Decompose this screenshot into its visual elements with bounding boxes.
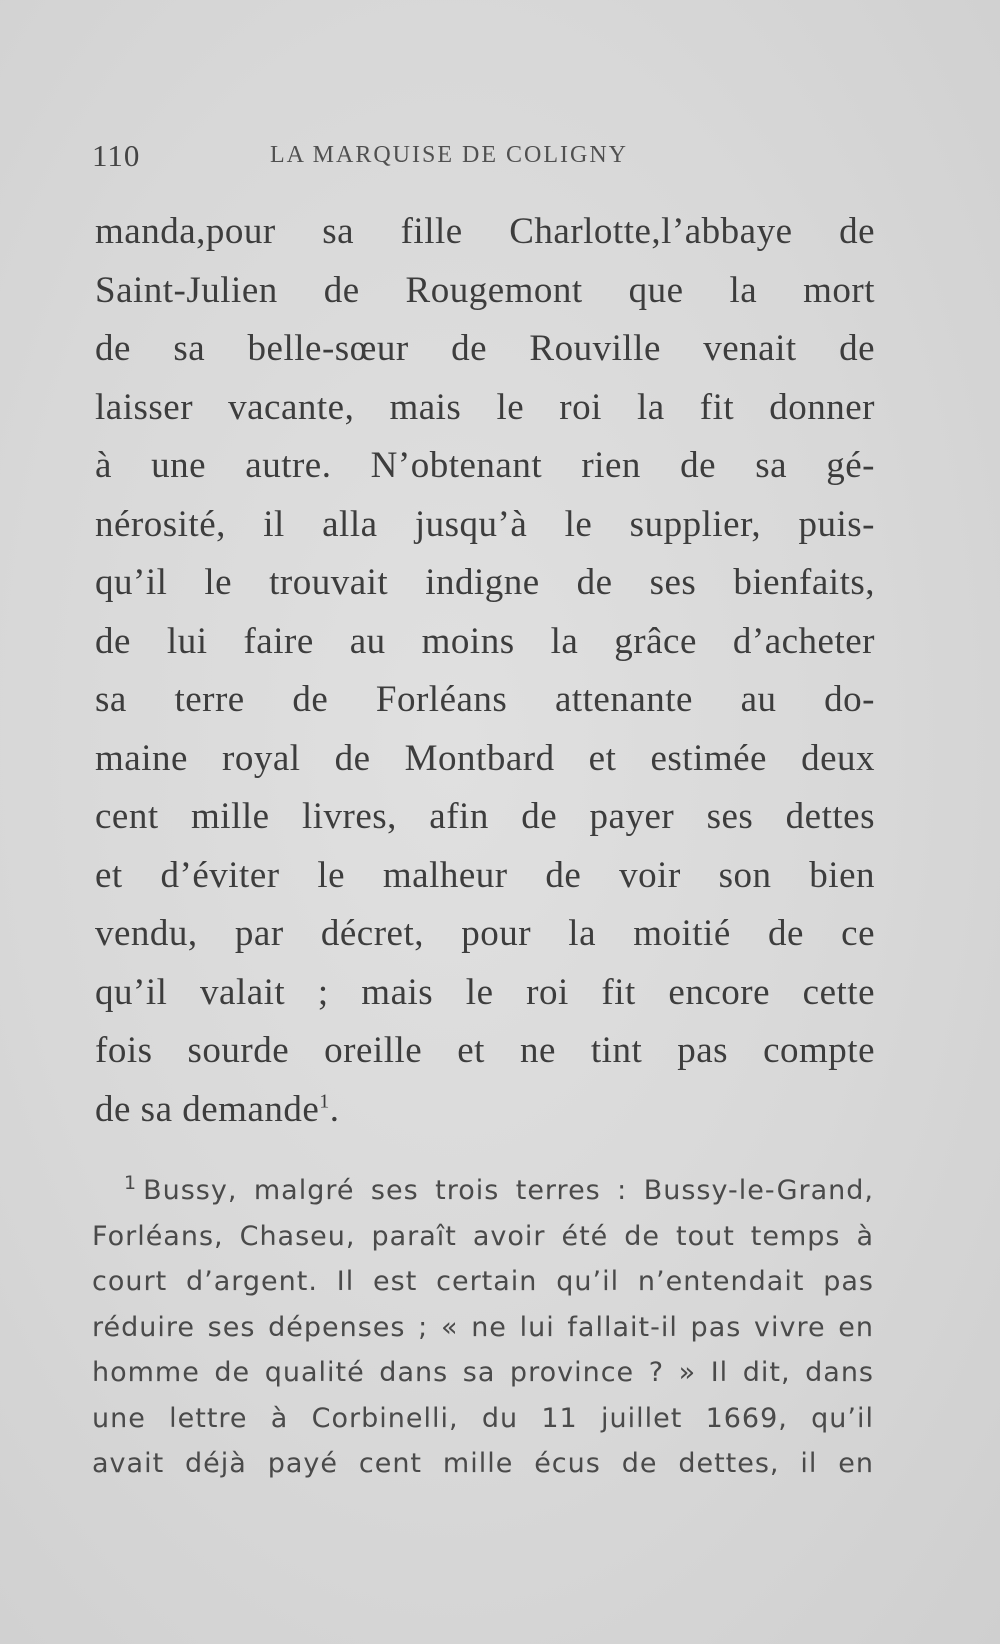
body-line: manda,pour sa fille Charlotte,l’abbaye de <box>95 211 875 252</box>
body-line: et d’éviter le malheur de voir son bien <box>95 854 875 896</box>
running-head <box>92 138 712 178</box>
footnote-reference: 1 <box>319 1090 330 1113</box>
footnote-line <box>92 1168 874 1214</box>
body-line: cent mille livres, afin de payer ses dettes <box>95 796 875 837</box>
footnote-line: avait déjà payé cent mille écus de dettes, il en <box>92 1448 874 1479</box>
body-line: de lui faire au moins la grâce d’acheter <box>95 620 875 662</box>
page-number: 110 <box>92 138 141 173</box>
body-line: nérosité, il alla jusqu’à le supplier, puis- <box>95 503 875 545</box>
footnote-marker: 1 <box>124 1172 138 1194</box>
body-line: qu’il le trouvait indigne de ses bienfaits, <box>95 562 875 603</box>
footnote-line: homme de qualité dans sa province ? » Il dit, dans <box>92 1357 874 1388</box>
body-line-last <box>95 1081 875 1140</box>
body-line: qu’il valait ; mais le roi fit encore cette <box>95 971 875 1013</box>
body-line: à une autre. N’obtenant rien de sa gé- <box>95 445 875 486</box>
footnote-line: court d’argent. Il est certain qu’il n’entendait pas <box>92 1266 874 1297</box>
footnote-line: Forléans, Chaseu, paraît avoir été de tout temps à <box>92 1220 874 1252</box>
running-title: LA MARQUISE DE COLIGNY <box>270 142 628 168</box>
footnote-line-text: Bussy, malgré ses trois terres : Bussy-le-Grand, <box>143 1175 874 1206</box>
body-line-last-punct: . <box>329 1088 340 1130</box>
footnote-line: réduire ses dépenses ; « ne lui fallait-il pas vivre en <box>92 1311 874 1343</box>
body-line-last-text: de sa demande <box>95 1088 320 1130</box>
body-line: sa terre de Forléans attenante au do- <box>95 679 875 720</box>
footnote <box>92 1168 874 1487</box>
body-line: maine royal de Montbard et estimée deux <box>95 737 875 779</box>
body-line: Saint-Julien de Rougemont que la mort <box>95 269 875 311</box>
body-line: laisser vacante, mais le roi la fit donner <box>95 386 875 428</box>
body-line: vendu, par décret, pour la moitié de ce <box>95 913 875 954</box>
footnote-line: une lettre à Corbinelli, du 11 juillet 1669, qu’il <box>92 1402 874 1434</box>
body-line: fois sourde oreille et ne tint pas compte <box>95 1030 875 1071</box>
body-line: de sa belle-sœur de Rouville venait de <box>95 328 875 369</box>
body-text <box>95 203 875 1139</box>
